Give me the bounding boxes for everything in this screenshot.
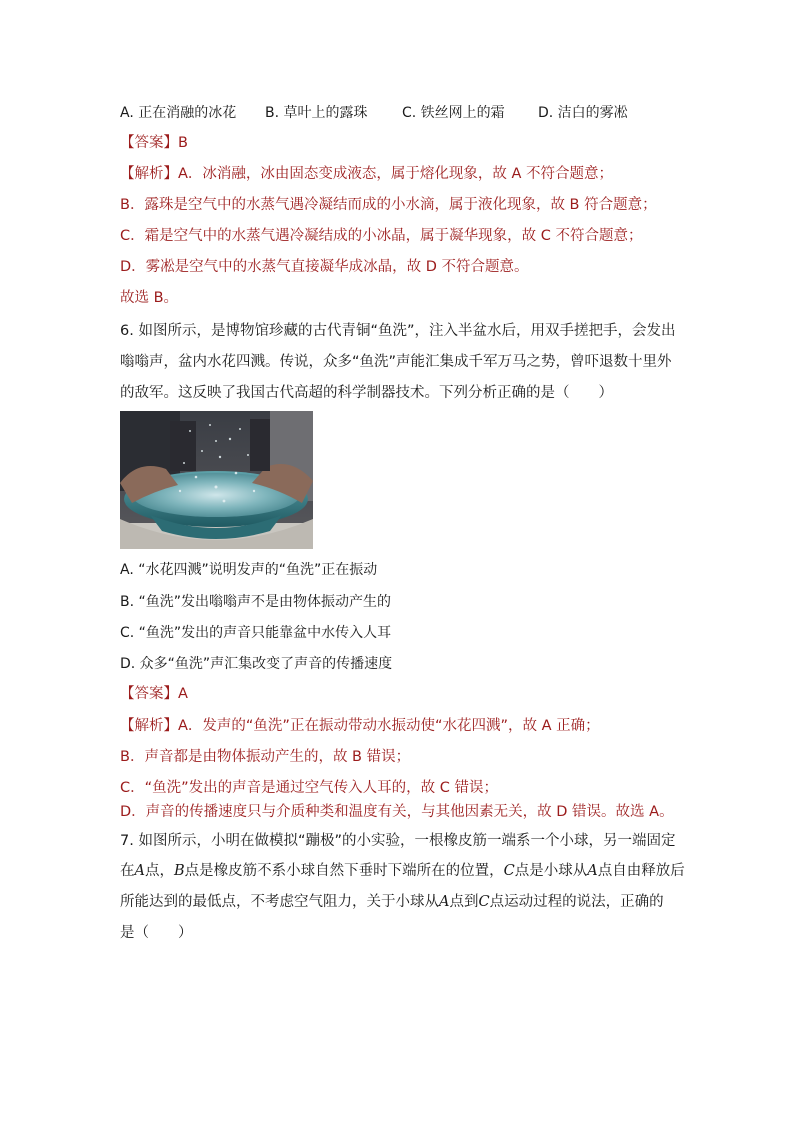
q5-option-a: A. 正在消融的冰花	[120, 105, 237, 121]
q6-analysis-line: D．声音的传播速度只与介质种类和温度有关，与其他因素无关，故 D 错误。故选 A。	[120, 804, 674, 820]
q7-text: 点运动过程的说法，正确的	[489, 894, 664, 910]
q7-text: 在	[120, 863, 135, 879]
q7-text: 点到	[449, 894, 479, 910]
point-c-label: C	[478, 894, 490, 910]
q7-stem-line	[120, 892, 664, 912]
q7-stem-line: 是（ ）	[120, 925, 193, 941]
q6-stem-line: 6. 如图所示，是博物馆珍藏的古代青铜“鱼洗”，注入半盆水后，用双手搓把手，会发出	[120, 323, 676, 339]
q7-text: 点，	[144, 863, 174, 879]
q6-analysis-line: 【解析】A．发声的“鱼洗”正在振动带动水振动使“水花四溅”，故 A 正确；	[120, 718, 600, 734]
point-c-label: C	[503, 863, 515, 879]
q6-stem-line: 嗡嗡声，盆内水花四溅。传说，众多“鱼洗”声能汇集成千军万马之势，曾吓退数十里外	[120, 354, 672, 370]
q5-options	[120, 102, 680, 122]
q7-text: 所能达到的最低点，不考虑空气阻力，关于小球从	[120, 894, 439, 910]
q7-text: 点自由释放后	[597, 863, 685, 879]
q6-stem-line: 的敌军。这反映了我国古代高超的科学制器技术。下列分析正确的是（ ）	[120, 385, 613, 401]
point-b-label: B	[173, 863, 185, 879]
q5-analysis-line: C．霜是空气中的水蒸气遇冷凝结成的小冰晶，属于凝华现象，故 C 不符合题意；	[120, 228, 643, 244]
q5-analysis-line: D．雾凇是空气中的水蒸气直接凝华成冰晶，故 D 不符合题意。	[120, 259, 529, 275]
q6-analysis-line: B．声音都是由物体振动产生的，故 B 错误；	[120, 749, 411, 765]
q7-stem-line	[120, 861, 685, 881]
q6-answer: 【答案】A	[120, 686, 188, 702]
q5-analysis-line: 【解析】A．冰消融，冰由固态变成液态，属于熔化现象，故 A 不符合题意；	[120, 166, 614, 182]
q5-analysis-line: B．露珠是空气中的水蒸气遇冷凝结而成的小水滴，属于液化现象，故 B 符合题意；	[120, 197, 657, 213]
q5-analysis-line: 故选 B。	[120, 290, 179, 306]
q5-option-c: C. 铁丝网上的霜	[402, 105, 505, 121]
point-a-label: A	[587, 863, 598, 879]
bronze-fish-basin-image	[120, 411, 313, 549]
bronze-fish-basin-photo	[120, 411, 313, 549]
point-a-label: A	[134, 863, 145, 879]
q7-text: 点是橡皮筋不系小球自然下垂时下端所在的位置，	[184, 863, 504, 879]
q5-answer: 【答案】B	[120, 135, 188, 151]
q5-option-b: B. 草叶上的露珠	[265, 105, 368, 121]
q7-text: 点是小球从	[514, 863, 588, 879]
q5-option-d: D. 洁白的雾凇	[538, 105, 628, 121]
q6-analysis-line: C．“鱼洗”发出的声音是通过空气传入人耳的，故 C 错误；	[120, 780, 498, 796]
q6-option-a: A. “水花四溅”说明发声的“鱼洗”正在振动	[120, 562, 378, 578]
q6-option-b: B. “鱼洗”发出嗡嗡声不是由物体振动产生的	[120, 594, 392, 610]
q6-option-d: D. 众多“鱼洗”声汇集改变了声音的传播速度	[120, 656, 393, 672]
point-a-label: A	[439, 894, 450, 910]
q6-option-c: C. “鱼洗”发出的声音只能靠盆中水传入人耳	[120, 625, 392, 641]
q7-stem-line: 7. 如图所示，小明在做模拟“蹦极”的小实验，一根橡皮筋一端系一个小球，另一端固定	[120, 833, 676, 849]
